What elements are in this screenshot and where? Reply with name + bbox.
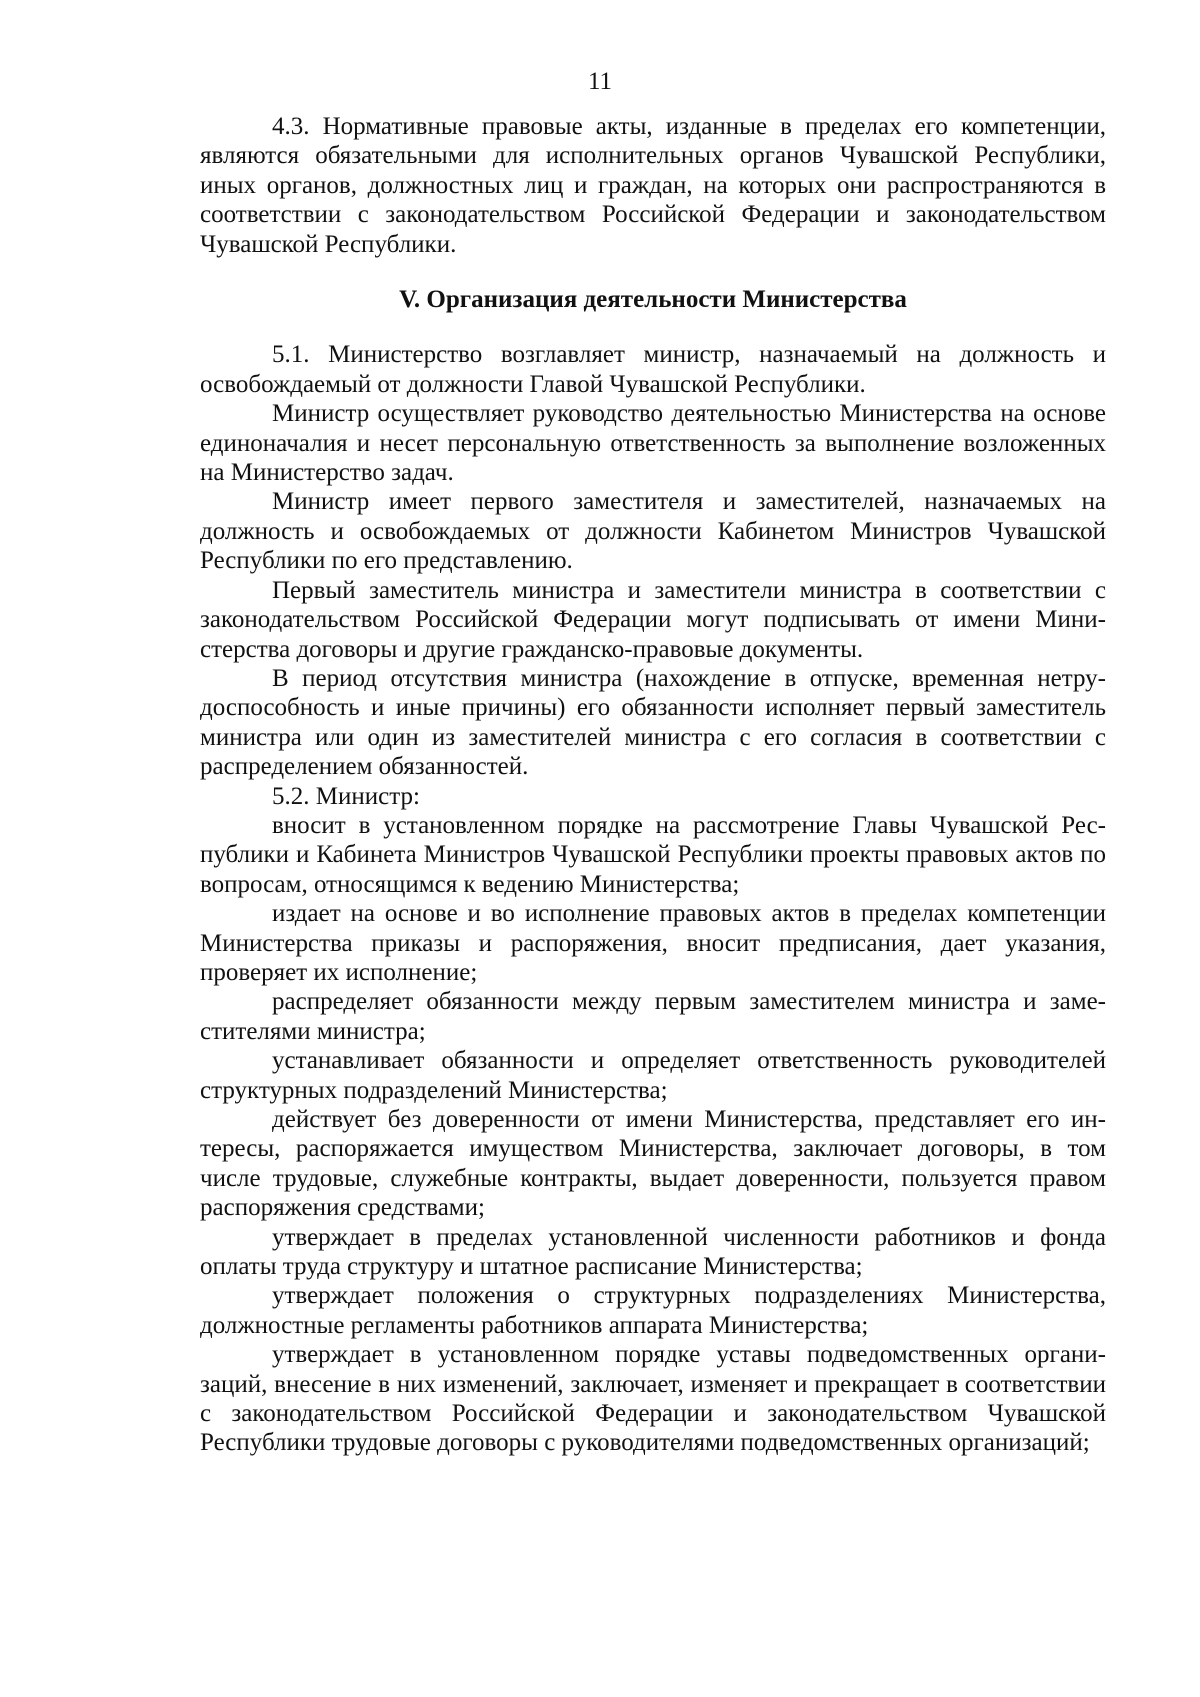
page-number: 11 (587, 68, 613, 95)
document-body (200, 112, 1106, 1458)
paragraph: распределяет обязанности между первым заместителем министра и заместителями министра; (200, 988, 1106, 1045)
section-heading: V. Организация деятельности Министерства (399, 286, 907, 314)
paragraph: действует без доверенности от имени Министерства, представляет его интересы, распоряжается имуществом Министерства, заключает договоры, в том числе трудовые, служебные контракты, выдает доверенности, пользуется правом распоряжения средствами; (200, 1106, 1106, 1222)
paragraph: утверждает в пределах установленной численности работников и фонда оплаты труда структуру и штатное расписание Министерства; (200, 1223, 1106, 1281)
paragraph: Министр имеет первого заместителя и заместителей, назначаемых на должность и освобождаемых от должности Кабинетом Министров Чувашской Республики по его представлению. (200, 488, 1106, 575)
paragraph: В период отсутствия министра (нахождение в отпуске, временная нетрудоспособность и иные причины) его обязанности исполняет первый заместитель министра или один из заместителей министра с его согласия в соответствии с распределением обязанностей. (200, 664, 1106, 781)
paragraph: 5.2. Министр: (272, 782, 420, 810)
paragraph: устанавливает обязанности и определяет ответственность руководителей структурных подразделений Министерства; (200, 1047, 1106, 1104)
paragraph: Министр осуществляет руководство деятельностью Министерства на основе единоначалия и несет персональную ответственность за выполнение возложенных на Министерство задач. (200, 400, 1106, 487)
paragraph: 5.1. Министерство возглавляет министр, назначаемый на должность и освобождаемый от должности Главой Чувашской Республики. (200, 341, 1106, 398)
paragraph: Первый заместитель министра и заместители министра в соответствии с законодательством Российской Федерации могут подписывать от имени Министерства договоры и другие гражданско-правовые документы. (200, 576, 1106, 663)
paragraph: утверждает положения о структурных подразделениях Министерства, должностные регламенты работников аппарата Министерства; (200, 1282, 1106, 1339)
paragraph: издает на основе и во исполнение правовых актов в пределах компетенции Министерства приказы и распоряжения, вносит предписания, дает указания, проверяет их исполнение; (200, 900, 1106, 986)
paragraph: вносит в установленном порядке на рассмотрение Главы Чувашской Республики и Кабинета Министров Чувашской Республики проекты правовых актов по вопросам, относящимся к ведению Министерства; (200, 811, 1106, 898)
paragraph: утверждает в установленном порядке уставы подведомственных организаций, внесение в них изменений, заключает, изменяет и прекращает в соответствии с законодательством Российской Федерации и законодательством Чувашской Республики трудовые договоры с руководителями подведомственных организаций; (200, 1341, 1106, 1457)
paragraph-4-3: 4.3. Нормативные правовые акты, изданные в пределах его компетенции, являются обязательными для исполнительных органов Чувашской Республики, иных органов, должностных лиц и граждан, на которых они распространяются в соответствии с законодательством Российской Федерации и законодательством Чувашской Республики. (200, 113, 1106, 258)
